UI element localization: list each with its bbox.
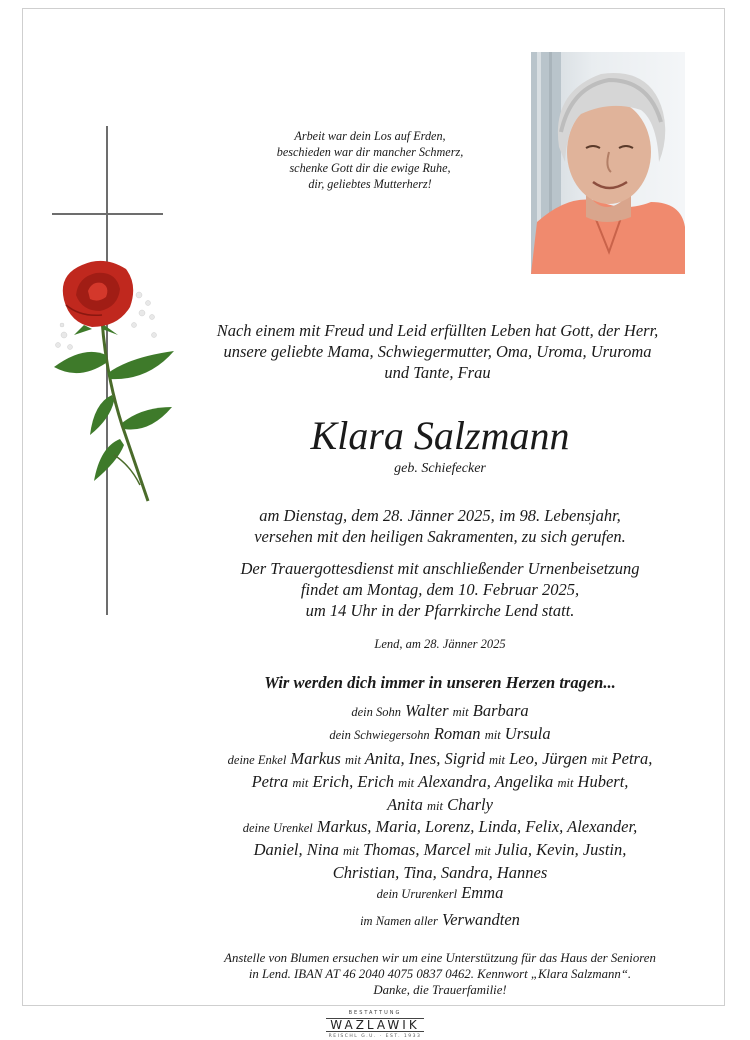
enkel-line <box>180 771 700 794</box>
family-member: Verwandten <box>441 910 520 929</box>
verse <box>220 128 520 192</box>
family-member: Anita <box>387 795 423 814</box>
place-date: Lend, am 28. Jänner 2025 <box>374 637 506 651</box>
family-prefix: deine Urenkel <box>242 821 313 835</box>
family-mit: mit <box>344 753 361 767</box>
family-ururenkerl <box>180 882 700 905</box>
death-notice <box>210 505 670 547</box>
portrait-illustration <box>531 52 685 274</box>
intro-line: Nach einem mit Freud und Leid erfüllten Leben hat Gott, der Herr, <box>216 321 659 340</box>
verse-line: Arbeit war dein Los auf Erden, <box>294 129 446 143</box>
family-member: Hubert, <box>577 772 629 791</box>
family-mit: mit <box>452 705 469 719</box>
family-mit: mit <box>557 776 574 790</box>
closing-line: in Lend. IBAN AT 46 2040 4075 0837 0462. Kennwort „Klara Salzmann“. <box>248 967 632 981</box>
service-line: Der Trauergottesdienst mit anschließender Urnenbeisetzung <box>240 559 640 578</box>
family-member: Thomas, Marcel <box>363 840 471 859</box>
family-prefix: dein Ururenkerl <box>376 887 458 901</box>
family-member: Charly <box>447 795 493 814</box>
family-member: Alexandra, Angelika <box>417 772 554 791</box>
family-member: Erich, Erich <box>312 772 395 791</box>
family-enkel <box>180 748 700 817</box>
family-prefix: dein Schwiegersohn <box>329 728 430 742</box>
family-prefix: deine Enkel <box>227 753 287 767</box>
family-mit: mit <box>292 776 309 790</box>
family-verwandte <box>180 909 700 932</box>
urenkel-line <box>180 862 700 884</box>
death-line: am Dienstag, dem 28. Jänner 2025, im 98. Lebensjahr, <box>259 506 621 525</box>
verse-line: beschieden war dir mancher Schmerz, <box>276 145 464 159</box>
family-member: Barbara <box>472 701 529 720</box>
family-member: Leo, Jürgen <box>509 749 588 768</box>
birth-name: geb. Schiefecker <box>394 461 486 476</box>
logo-sub: REISCHL G.U. · EST. 1933 <box>328 1034 422 1039</box>
family-member: Ursula <box>504 724 551 743</box>
family-member: Markus, Maria, Lorenz, Linda, Felix, Alexander, <box>316 817 638 836</box>
rose-icon <box>44 255 194 505</box>
family-mit: mit <box>474 844 491 858</box>
verse-line: schenke Gott dir die ewige Ruhe, <box>289 161 451 175</box>
intro-text <box>180 320 695 383</box>
family-prefix: dein Sohn <box>351 705 401 719</box>
family-mit: mit <box>488 753 505 767</box>
family-mit: mit <box>426 799 443 813</box>
enkel-line <box>180 748 700 771</box>
family-member: Anita, Ines, Sigrid <box>364 749 485 768</box>
family-mit: mit <box>591 753 608 767</box>
closing-note <box>170 950 710 998</box>
family-member: Roman <box>433 724 481 743</box>
deceased-name: Klara Salzmann <box>310 413 570 458</box>
family-member: Petra <box>251 772 289 791</box>
family-urenkel <box>180 816 700 884</box>
funeral-service <box>190 558 690 621</box>
urenkel-line <box>180 839 700 862</box>
family-member: Petra, <box>611 749 653 768</box>
death-line: versehen mit den heiligen Sakramenten, zu sich gerufen. <box>254 527 626 546</box>
verse-line: dir, geliebtes Mutterherz! <box>308 177 432 191</box>
family-member: Christian, Tina, Sandra, Hannes <box>332 863 548 882</box>
service-line: um 14 Uhr in der Pfarrkirche Lend statt. <box>305 601 575 620</box>
heart-line: Wir werden dich immer in unseren Herzen tragen... <box>264 673 616 692</box>
portrait-photo <box>531 52 685 274</box>
family-schwiegersohn <box>180 723 700 746</box>
urenkel-line <box>180 816 700 839</box>
family-member: Walter <box>405 701 449 720</box>
family-member: Markus <box>290 749 341 768</box>
closing-line: Danke, die Trauerfamilie! <box>373 983 507 997</box>
cross-horizontal <box>52 213 163 215</box>
logo-top: BESTATTUNG <box>348 1010 402 1016</box>
family-prefix: im Namen aller <box>360 914 438 928</box>
family-sohn <box>180 700 700 723</box>
intro-line: und Tante, Frau <box>384 363 491 382</box>
rose-illustration <box>44 255 194 505</box>
family-member: Julia, Kevin, Justin, <box>494 840 627 859</box>
family-mit: mit <box>342 844 359 858</box>
family-mit: mit <box>484 728 501 742</box>
closing-line: Anstelle von Blumen ersuchen wir um eine Unterstützung für das Haus der Senioren <box>224 951 656 965</box>
family-member: Emma <box>461 883 504 902</box>
logo-main: WAZLAWIK <box>326 1018 423 1032</box>
funeral-home-logo <box>295 1010 455 1039</box>
intro-line: unsere geliebte Mama, Schwiegermutter, Oma, Uroma, Ururoma <box>223 342 652 361</box>
family-mit: mit <box>398 776 415 790</box>
family-member: Daniel, Nina <box>253 840 339 859</box>
service-line: findet am Montag, dem 10. Februar 2025, <box>300 580 580 599</box>
enkel-line <box>180 794 700 817</box>
